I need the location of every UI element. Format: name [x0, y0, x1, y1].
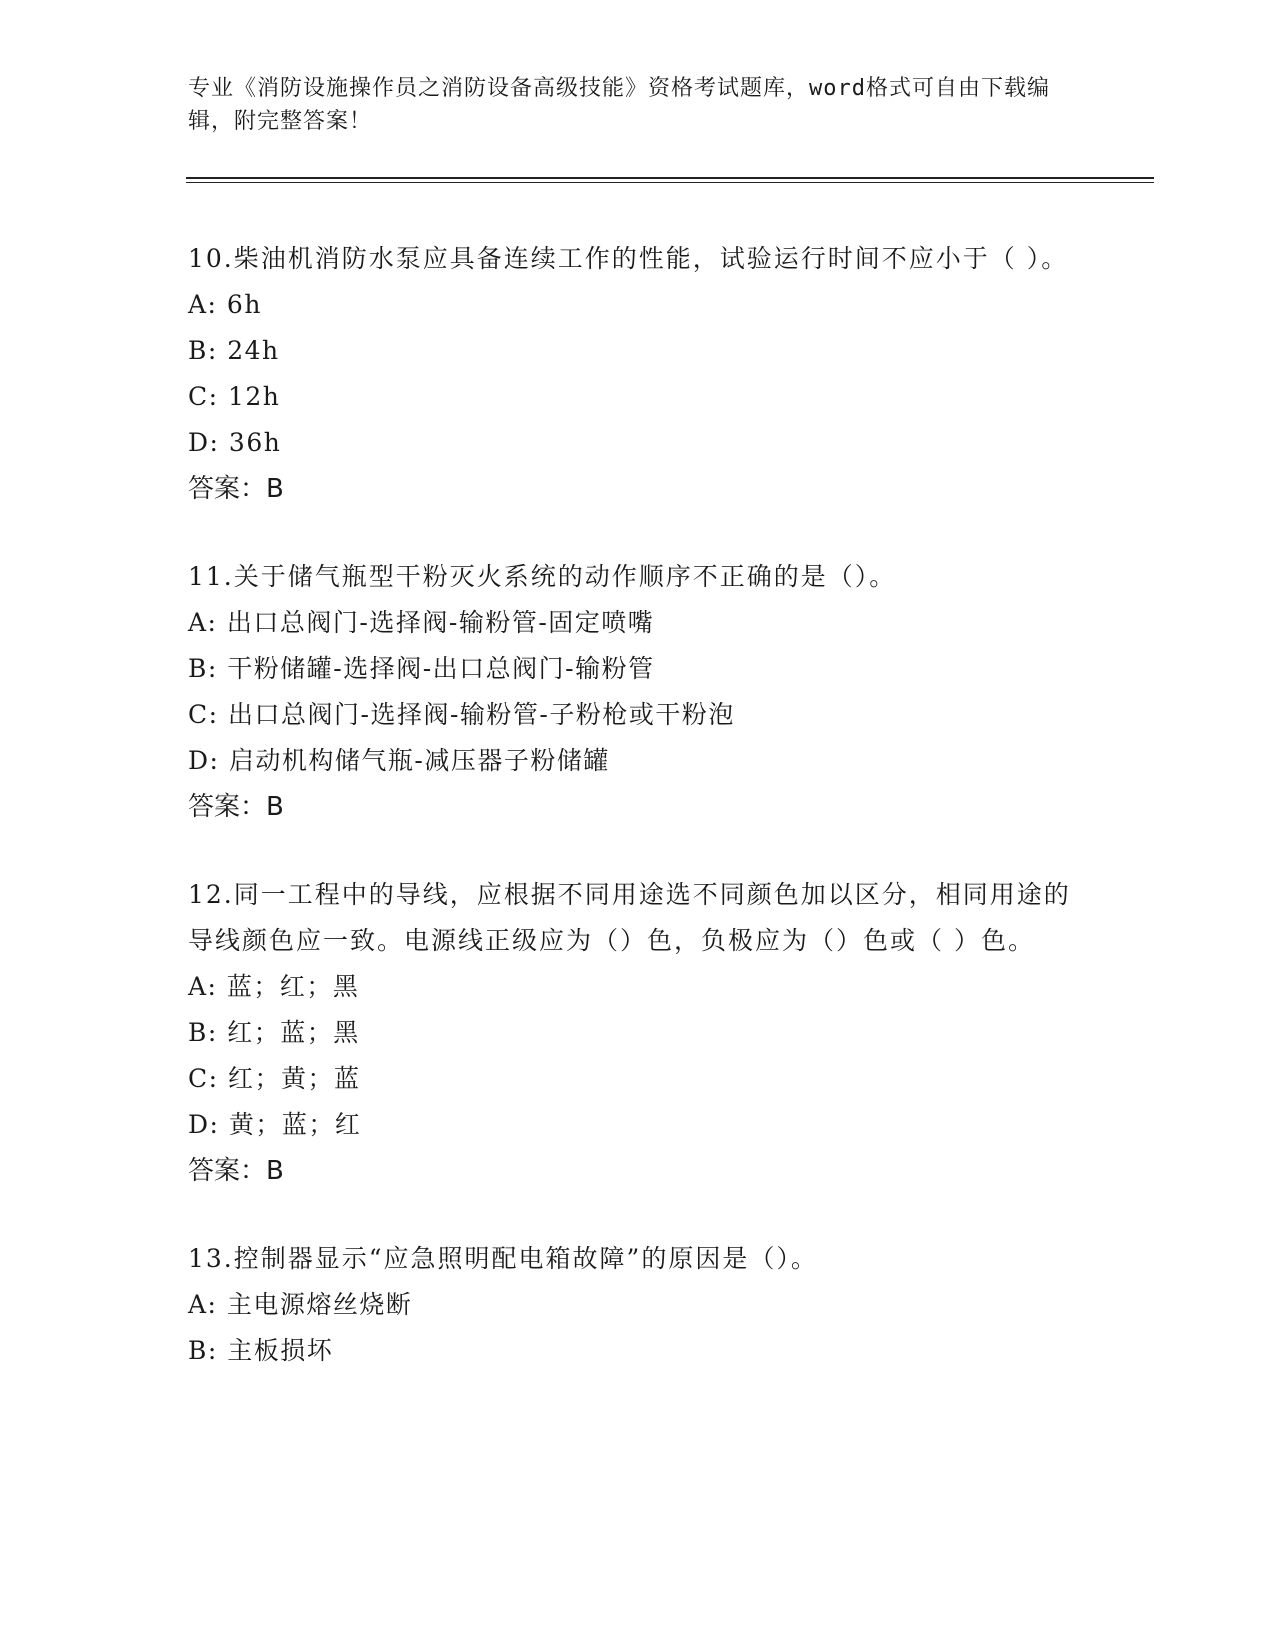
answer-line: 答案：B	[188, 792, 284, 822]
option-a: A: 出口总阀门-选择阀-输粉管-固定喷嘴	[188, 608, 655, 637]
option-c: C: 12h	[188, 382, 281, 411]
answer-line: 答案：B	[188, 1156, 284, 1186]
question-stem: 10.柴油机消防水泵应具备连续工作的性能，试验运行时间不应小于（ ）。	[188, 244, 1069, 273]
question-list	[188, 236, 1078, 1416]
option-b: B: 红；蓝；黑	[188, 1018, 360, 1047]
option-a: A: 6h	[188, 290, 262, 319]
option-a: A: 主电源熔丝烧断	[188, 1290, 413, 1319]
header-divider-top	[186, 177, 1154, 179]
answer-line: 答案：B	[188, 474, 284, 504]
question-stem: 12.同一工程中的导线，应根据不同用途选不同颜色加以区分，相同用途的导线颜色应一致。电源线正级应为（）色，负极应为（）色或（ ）色。	[188, 880, 1071, 955]
option-b: B: 干粉储罐-选择阀-出口总阀门-输粉管	[188, 654, 655, 683]
header-divider-bottom	[186, 182, 1154, 183]
option-a: A: 蓝；红；黑	[188, 972, 360, 1001]
question-11	[188, 554, 1078, 830]
option-b: B: 24h	[188, 336, 280, 365]
option-c: C: 红；黄；蓝	[188, 1064, 361, 1093]
option-d: D: 启动机构储气瓶-减压器子粉储罐	[188, 746, 610, 775]
option-d: D: 36h	[188, 428, 282, 457]
option-d: D: 黄；蓝；红	[188, 1110, 362, 1139]
question-13	[188, 1236, 1078, 1374]
document-header: 专业《消防设施操作员之消防设备高级技能》资格考试题库，word格式可自由下载编辑，附完整答案！	[188, 76, 1050, 134]
question-10	[188, 236, 1078, 512]
option-c: C: 出口总阀门-选择阀-输粉管-子粉枪或干粉泡	[188, 700, 735, 729]
question-stem: 13.控制器显示“应急照明配电箱故障”的原因是（）。	[188, 1244, 818, 1273]
question-stem: 11.关于储气瓶型干粉灭火系统的动作顺序不正确的是（）。	[188, 562, 897, 591]
question-12	[188, 872, 1078, 1194]
option-b: B: 主板损坏	[188, 1336, 334, 1365]
